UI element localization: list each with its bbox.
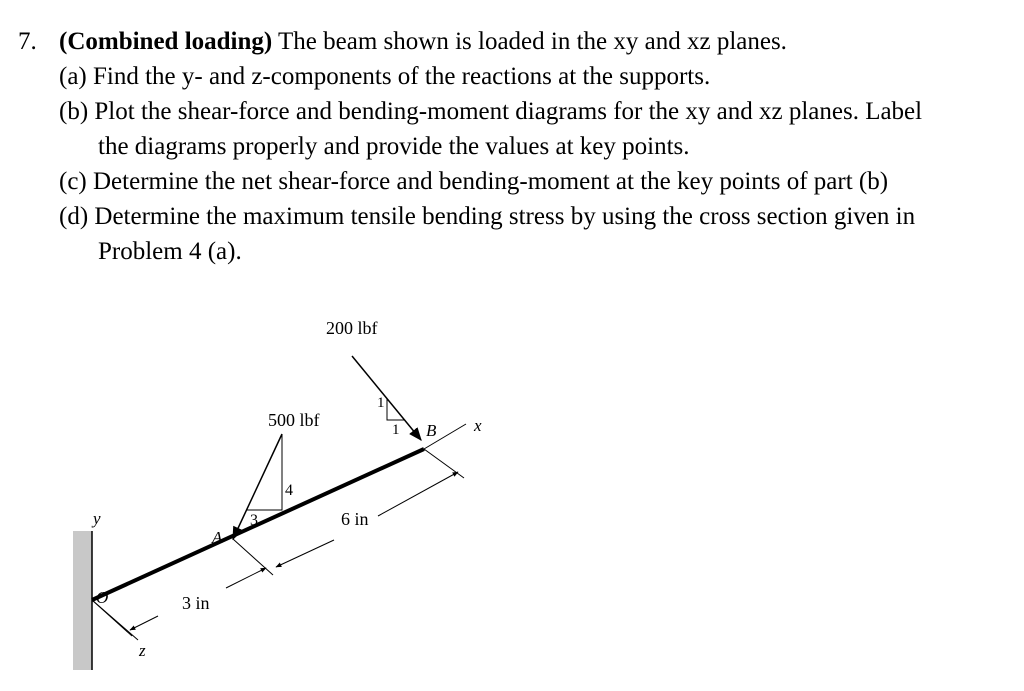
slope-a-run-label: 3 (250, 512, 258, 529)
part-c-text: Determine the net shear-force and bending-moment at the key points of part (b) (93, 168, 889, 195)
part-a-text: Find the y- and z-components of the reactions at the supports. (93, 63, 711, 90)
load-b-label: 200 lbf (326, 318, 378, 338)
dim-ab-arrow-right (378, 472, 458, 516)
beam (92, 449, 424, 600)
part-d-label: (d) (59, 203, 89, 230)
problem-number: 7. (18, 28, 37, 55)
load-a-label: 500 lbf (268, 410, 320, 430)
point-a-label: A (212, 528, 223, 547)
z-axis-label: z (139, 641, 146, 660)
dim-ab-arrow-left (276, 540, 334, 567)
y-axis-label: y (93, 509, 101, 528)
dim-oa-ext-a (233, 539, 273, 575)
part-a-label: (a) (59, 63, 87, 90)
slope-b-run-label: 1 (392, 422, 400, 438)
point-b-label: B (426, 421, 437, 440)
part-b-text-line2: the diagrams properly and provide the values at key points. (98, 133, 690, 160)
dim-oa-arrow-right (226, 568, 266, 588)
dim-oa-arrow-left (130, 616, 158, 630)
dim-ab-ext-b (424, 449, 464, 478)
problem-intro: The beam shown is loaded in the xy and xz planes. (272, 28, 787, 55)
dim-oa-ext-o (92, 600, 132, 636)
part-d-text-line2: Problem 4 (a). (98, 238, 242, 265)
part-d-text-line1: Determine the maximum tensile bending stress by using the cross section given in (94, 203, 916, 230)
slope-a-rise-label: 4 (285, 482, 293, 499)
x-axis-label: x (474, 416, 482, 435)
part-c-label: (c) (59, 168, 87, 195)
slope-b-rise-label: 1 (377, 395, 385, 411)
dim-ab-label: 6 in (341, 509, 369, 529)
wall-support (73, 531, 92, 670)
dim-oa-label: 3 in (182, 593, 210, 613)
part-b-label: (b) (59, 98, 89, 125)
part-b-text-line1: Plot the shear-force and bending-moment diagrams for the xy and xz planes. Label (94, 98, 923, 125)
problem-heading: (Combined loading) (59, 28, 273, 55)
point-o-label: O (96, 588, 109, 607)
